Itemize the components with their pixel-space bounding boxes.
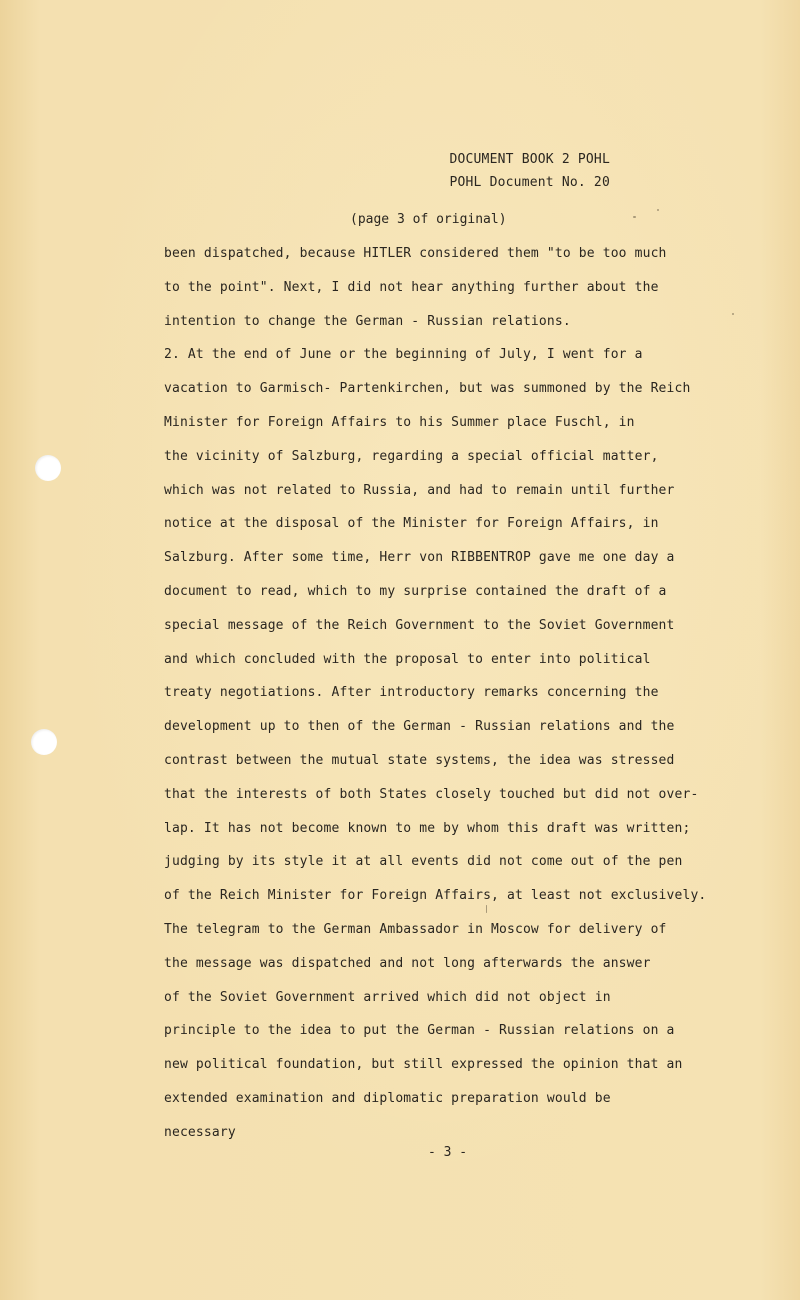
body-line: judging by its style it at all events did not come out of the pen [164, 854, 683, 870]
body-line: the message was dispatched and not long afterwards the answer [164, 955, 651, 971]
document-number-label: POHL Document No. 20 [449, 175, 610, 190]
body-line: Salzburg. After some time, Herr von RIBBENTROP gave me one day a [164, 550, 675, 566]
body-line: The telegram to the German Ambassador in Moscow for delivery of [164, 921, 667, 937]
body-line: development up to then of the German - Russian relations and the [164, 719, 675, 735]
body-line: the vicinity of Salzburg, regarding a special official matter, [164, 448, 659, 464]
punch-hole-top [35, 455, 61, 481]
paper-speck [633, 216, 636, 218]
body-line: document to read, which to my surprise contained the draft of a [164, 583, 667, 599]
body-line: intention to change the German - Russian relations. [164, 313, 571, 329]
paper-speck [657, 209, 659, 211]
body-line: vacation to Garmisch- Partenkirchen, but was summoned by the Reich [164, 381, 691, 397]
body-line: that the interests of both States closely touched but did not over- [164, 786, 699, 802]
body-line: lap. It has not become known to me by whom this draft was written; [164, 820, 691, 836]
body-line: of the Reich Minister for Foreign Affairs, at least not exclusively. [164, 888, 707, 904]
body-line: 2. At the end of June or the beginning of July, I went for a [164, 347, 643, 363]
body-line: special message of the Reich Government to the Soviet Government [164, 617, 675, 633]
document-body [164, 244, 744, 1157]
body-line: which was not related to Russia, and had to remain until further [164, 482, 675, 498]
original-page-note: (page 3 of original) [350, 212, 507, 227]
document-book-label: DOCUMENT BOOK 2 POHL [449, 152, 610, 167]
body-line: been dispatched, because HITLER considered them "to be too much [164, 246, 667, 261]
page-number: - 3 - [428, 1145, 468, 1160]
body-line: notice at the disposal of the Minister for Foreign Affairs, in [164, 516, 659, 532]
body-line: to the point". Next, I did not hear anything further about the [164, 279, 659, 295]
paper-speck [486, 905, 487, 913]
body-line: of the Soviet Government arrived which did not object in [164, 989, 611, 1005]
body-line: extended examination and diplomatic preparation would be [164, 1090, 611, 1106]
paper-speck [732, 313, 734, 315]
body-line: Minister for Foreign Affairs to his Summer place Fuschl, in [164, 414, 635, 430]
body-line: principle to the idea to put the German - Russian relations on a [164, 1023, 675, 1039]
punch-hole-bottom [31, 729, 57, 755]
body-line: treaty negotiations. After introductory remarks concerning the [164, 685, 659, 701]
body-line: necessary [164, 1124, 236, 1140]
body-line: new political foundation, but still expressed the opinion that an [164, 1057, 683, 1073]
body-line: contrast between the mutual state systems, the idea was stressed [164, 752, 675, 768]
body-line: and which concluded with the proposal to enter into political [164, 651, 651, 667]
